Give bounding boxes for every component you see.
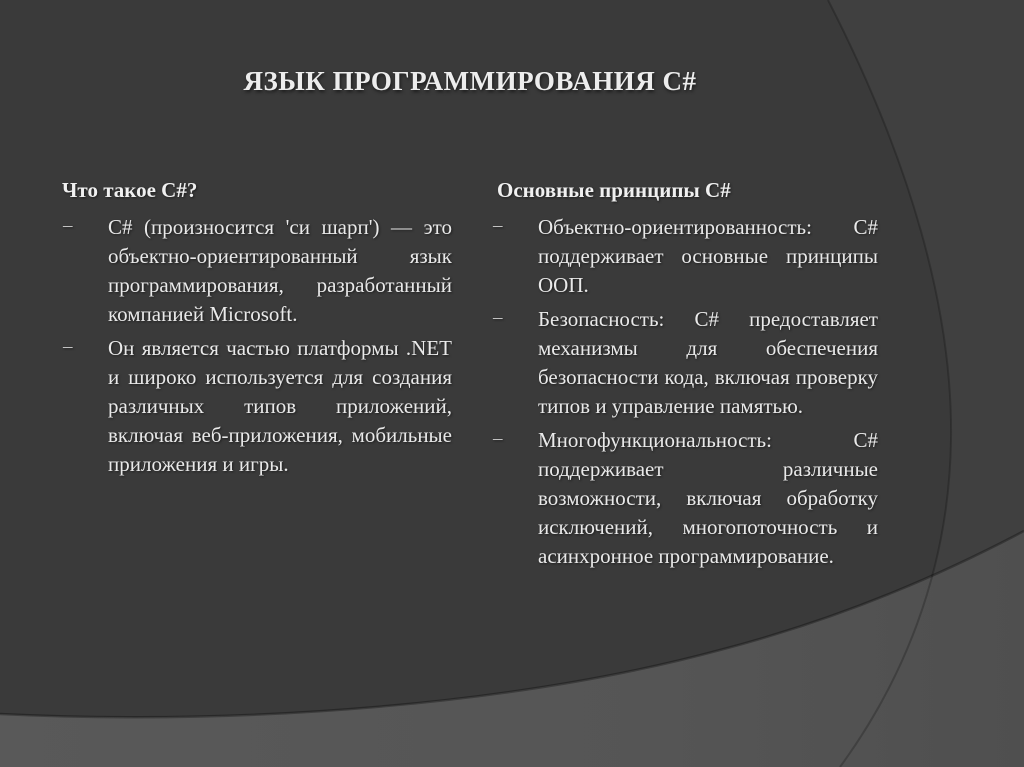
dash-bullet-icon: – — [493, 215, 503, 236]
right-column-heading: Основные принципы C# — [497, 178, 731, 202]
bullet-text: Безопасность: C# предоставляет механизмы для обеспечения безопасности кода, включая проверку типов и управление памятью. — [538, 307, 878, 418]
slide-title: ЯЗЫК ПРОГРАММИРОВАНИЯ C# — [243, 66, 697, 96]
bullet-item — [492, 213, 878, 300]
bullet-item — [492, 305, 878, 421]
bullet-item — [62, 213, 452, 329]
bullet-text: C# (произносится 'си шарп') — это объектно-ориентированный язык программирования, разработанный компанией Microsoft. — [108, 215, 452, 326]
bullet-text: Объектно-ориентированность: C# поддерживает основные принципы ООП. — [538, 215, 878, 297]
dash-bullet-icon: – — [63, 336, 73, 357]
bullet-text: Он является частью платформы .NET и широко используется для создания различных типов приложений, включая веб-приложения, мобильные приложения и игры. — [108, 336, 452, 476]
dash-bullet-icon: – — [63, 215, 73, 236]
bullet-item — [492, 426, 878, 571]
bullet-text: Многофункциональность: C# поддерживает различные возможности, включая обработку исключений, многопоточность и асинхронное программирование. — [538, 428, 878, 568]
left-column-heading: Что такое C#? — [62, 178, 198, 202]
dash-bullet-icon: – — [493, 307, 503, 328]
left-column — [62, 176, 452, 484]
bullet-item — [62, 334, 452, 479]
dash-bullet-icon: – — [493, 428, 503, 449]
right-column — [492, 176, 878, 576]
